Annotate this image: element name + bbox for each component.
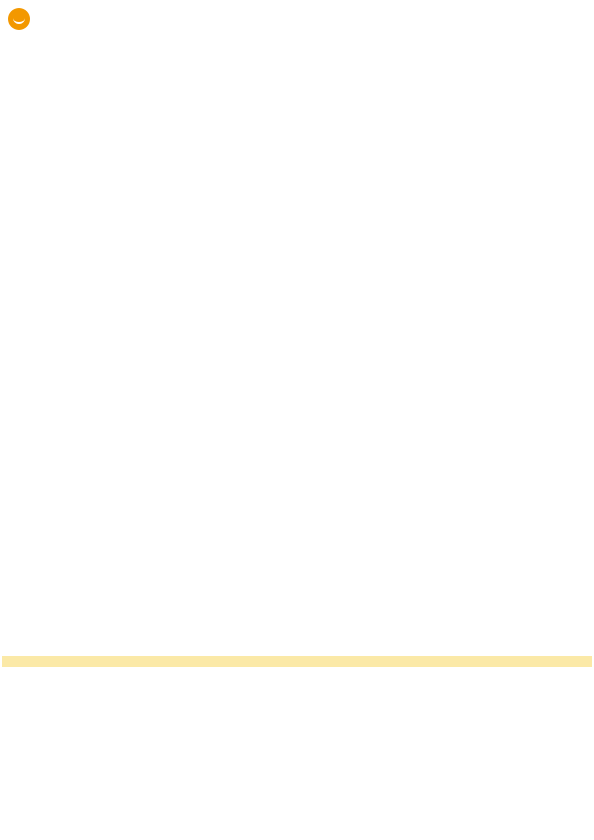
header [0, 0, 594, 56]
origin-header [2, 656, 592, 667]
logo-icon [8, 8, 30, 30]
contact-footer [2, 826, 592, 834]
origin-table [2, 656, 592, 810]
center-logo [8, 6, 158, 32]
